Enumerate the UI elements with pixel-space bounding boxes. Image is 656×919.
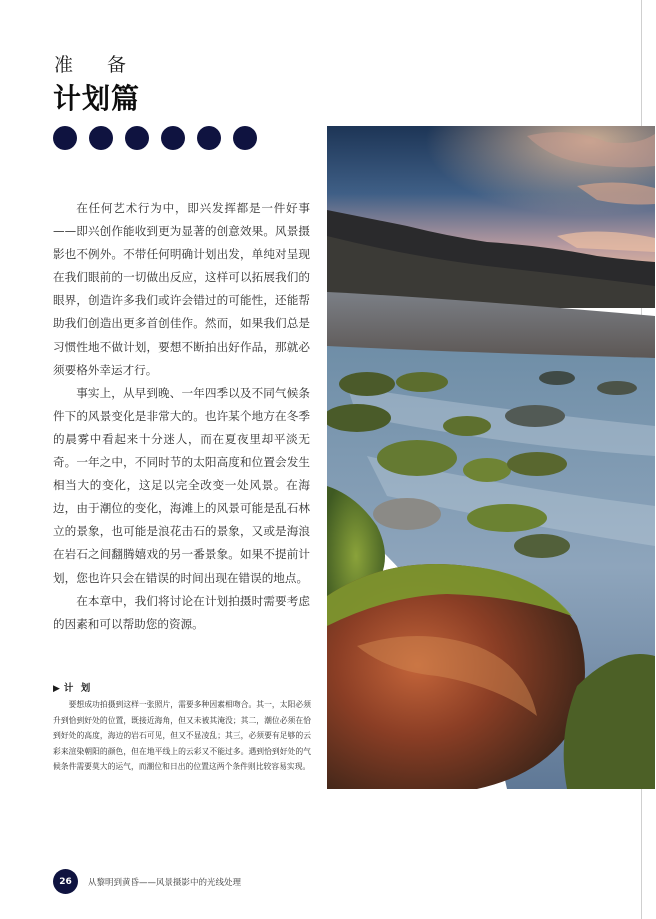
decorative-dot <box>125 126 149 150</box>
section-kicker: 准 备 <box>54 54 141 76</box>
decorative-dot <box>161 126 185 150</box>
body-paragraph: 在任何艺术行为中，即兴发挥都是一件好事——即兴创作能收到更为显著的创意效果。风景摄影也不例外。不带任何明确计划出发，单纯对呈现在我们眼前的一切做出反应，这样可以拓展我们的眼界，创造许多我们或许会错过的可能性，还能帮助我们创造出更多首创佳作。然而，如果我们总是习惯性地不做计划，要想不断拍出好作品，那就必须要格外幸运才行。 <box>53 201 310 377</box>
page-number-badge: 26 <box>53 869 78 894</box>
triangle-bullet-icon: ▶ <box>53 684 60 694</box>
body-paragraph: 事实上，从早到晚、一年四季以及不同气候条件下的风景变化是非常大的。也许某个地方在冬季的晨雾中看起来十分迷人，而在夏夜里却平淡无奇。一年之中，不同时节的太阳高度和位置会发生相当大的变化，这足以完全改变一处风景。在海边，由于潮位的变化，海滩上的风景可能是乱石林立的景象，也可能是浪花击石的景象，又或是海浪在岩石之间翻腾嬉戏的另一番景象。如果不提前计划，您也许只会在错误的时间出现在错误的地点。 <box>53 385 310 585</box>
caption-text: 要想成功拍摄到这样一张照片，需要多种因素相吻合。其一，太阳必须升到恰到好处的位置，既接近海角，但又未被其淹没；其二，潮位必须在恰到好处的高度，海边的岩石可见，但又不显凌乱；其三，必须要有足够的云彩来渲染朝阳的颜色，但在地平线上的云彩又不能过多。遇到恰到好处的气候条件需要莫大的运气，而潮位和日出的位置这两个条件则比较容易实现。 <box>53 700 311 771</box>
seashore-photo <box>327 126 655 789</box>
body-paragraph: 在本章中，我们将讨论在计划拍摄时需要考虑的因素和可以帮助您的资源。 <box>53 593 310 631</box>
decorative-dot <box>233 126 257 150</box>
body-text <box>53 197 310 636</box>
decorative-dots <box>53 126 257 150</box>
chapter-title: 计划篇 <box>53 82 141 115</box>
decorative-dot <box>197 126 221 150</box>
decorative-dot <box>53 126 77 150</box>
caption-heading-label: 计 划 <box>63 683 93 694</box>
running-title: 从黎明到黄昏——风景摄影中的光线处理 <box>88 878 242 888</box>
caption-heading <box>53 680 92 694</box>
photo-caption <box>53 697 311 775</box>
decorative-dot <box>89 126 113 150</box>
